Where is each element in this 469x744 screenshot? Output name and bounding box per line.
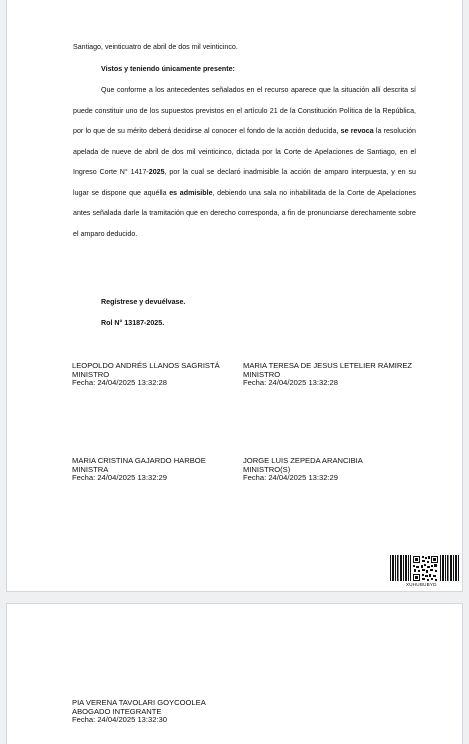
signature-block xyxy=(72,457,244,483)
document-page-2 xyxy=(6,603,463,744)
main-paragraph xyxy=(73,80,416,244)
qr-code-icon xyxy=(413,556,438,581)
signature-date: Fecha: 24/04/2025 13:32:29 xyxy=(72,473,167,483)
main-text-2: la resolución apelada de nueve de abril de dos mil veinticinco, dictada por la Corte de Apelaciones de Santiago, en el Ingreso Corte N° 1417- xyxy=(73,127,416,176)
signature-date: Fecha: 24/04/2025 13:32:28 xyxy=(72,378,167,388)
signature-block xyxy=(72,362,237,388)
signature-date: Fecha: 24/04/2025 13:32:30 xyxy=(72,715,167,725)
main-bold-year: 2025 xyxy=(148,168,165,176)
main-bold-admisible: es admisible xyxy=(169,188,213,197)
signature-date: Fecha: 24/04/2025 13:32:29 xyxy=(243,473,338,483)
barcode-code: XUHUBUBYD xyxy=(406,582,437,587)
signer-name: MARIA TERESA DE JESUS LETELIER RAMIREZ xyxy=(243,361,413,370)
document-page-1 xyxy=(6,0,463,592)
main-text-4: , debiendo una sala no inhabilitada de la Corte de Apelaciones antes señalada darle la tramitación que en derecho corresponda, a fin de pronunciarse derechamente sobre el amparo deducido. xyxy=(73,188,416,238)
signer-name: JORGE LUIS ZEPEDA ARANCIBIA xyxy=(243,456,363,465)
main-bold-revoca: se revoca xyxy=(340,127,374,135)
signer-role: MINISTRA xyxy=(72,464,109,474)
signature-block xyxy=(72,699,272,725)
rol-number: Rol N° 13187-2025. xyxy=(101,319,165,327)
signer-role: MINISTRO(S) xyxy=(243,464,291,474)
signer-role: MINISTRO xyxy=(243,369,281,379)
signer-role: ABOGADO INTEGRANTE xyxy=(72,706,162,716)
signature-block xyxy=(243,362,415,388)
signer-name: LEOPOLDO ANDRÉS LLANOS SAGRISTÁ xyxy=(72,361,220,370)
signer-name: PIA VERENA TAVOLARI GOYCOOLEA xyxy=(72,698,206,707)
signer-role: MINISTRO xyxy=(72,369,110,379)
date-line: Santiago, veinticuatro de abril de dos mil veinticinco. xyxy=(73,43,238,51)
registrese-line: Regístrese y devuélvase. xyxy=(101,298,186,306)
main-text-3: , por la cual se declaró inadmisible la acción de amparo interpuesta, y en su lugar se dispone que aquélla xyxy=(73,168,416,197)
main-text-1: Que conforme a los antecedentes señalados en el recurso aparece que la situación allí descrita sí puede constituir uno de los supuestos previstos en el artículo 21 de la Constitución Política de la República, por lo que de su mérito deberá decidirse al conocer el fondo de la acción deducida, xyxy=(73,86,416,135)
signer-name: MARIA CRISTINA GAJARDO HARBOE xyxy=(72,456,206,465)
vistos-heading: Vistos y teniendo únicamente presente: xyxy=(101,65,235,73)
barcode-bars-right xyxy=(440,555,459,581)
barcode-bars xyxy=(390,555,411,581)
signature-block xyxy=(243,457,415,483)
signature-date: Fecha: 24/04/2025 13:32:28 xyxy=(243,378,338,388)
